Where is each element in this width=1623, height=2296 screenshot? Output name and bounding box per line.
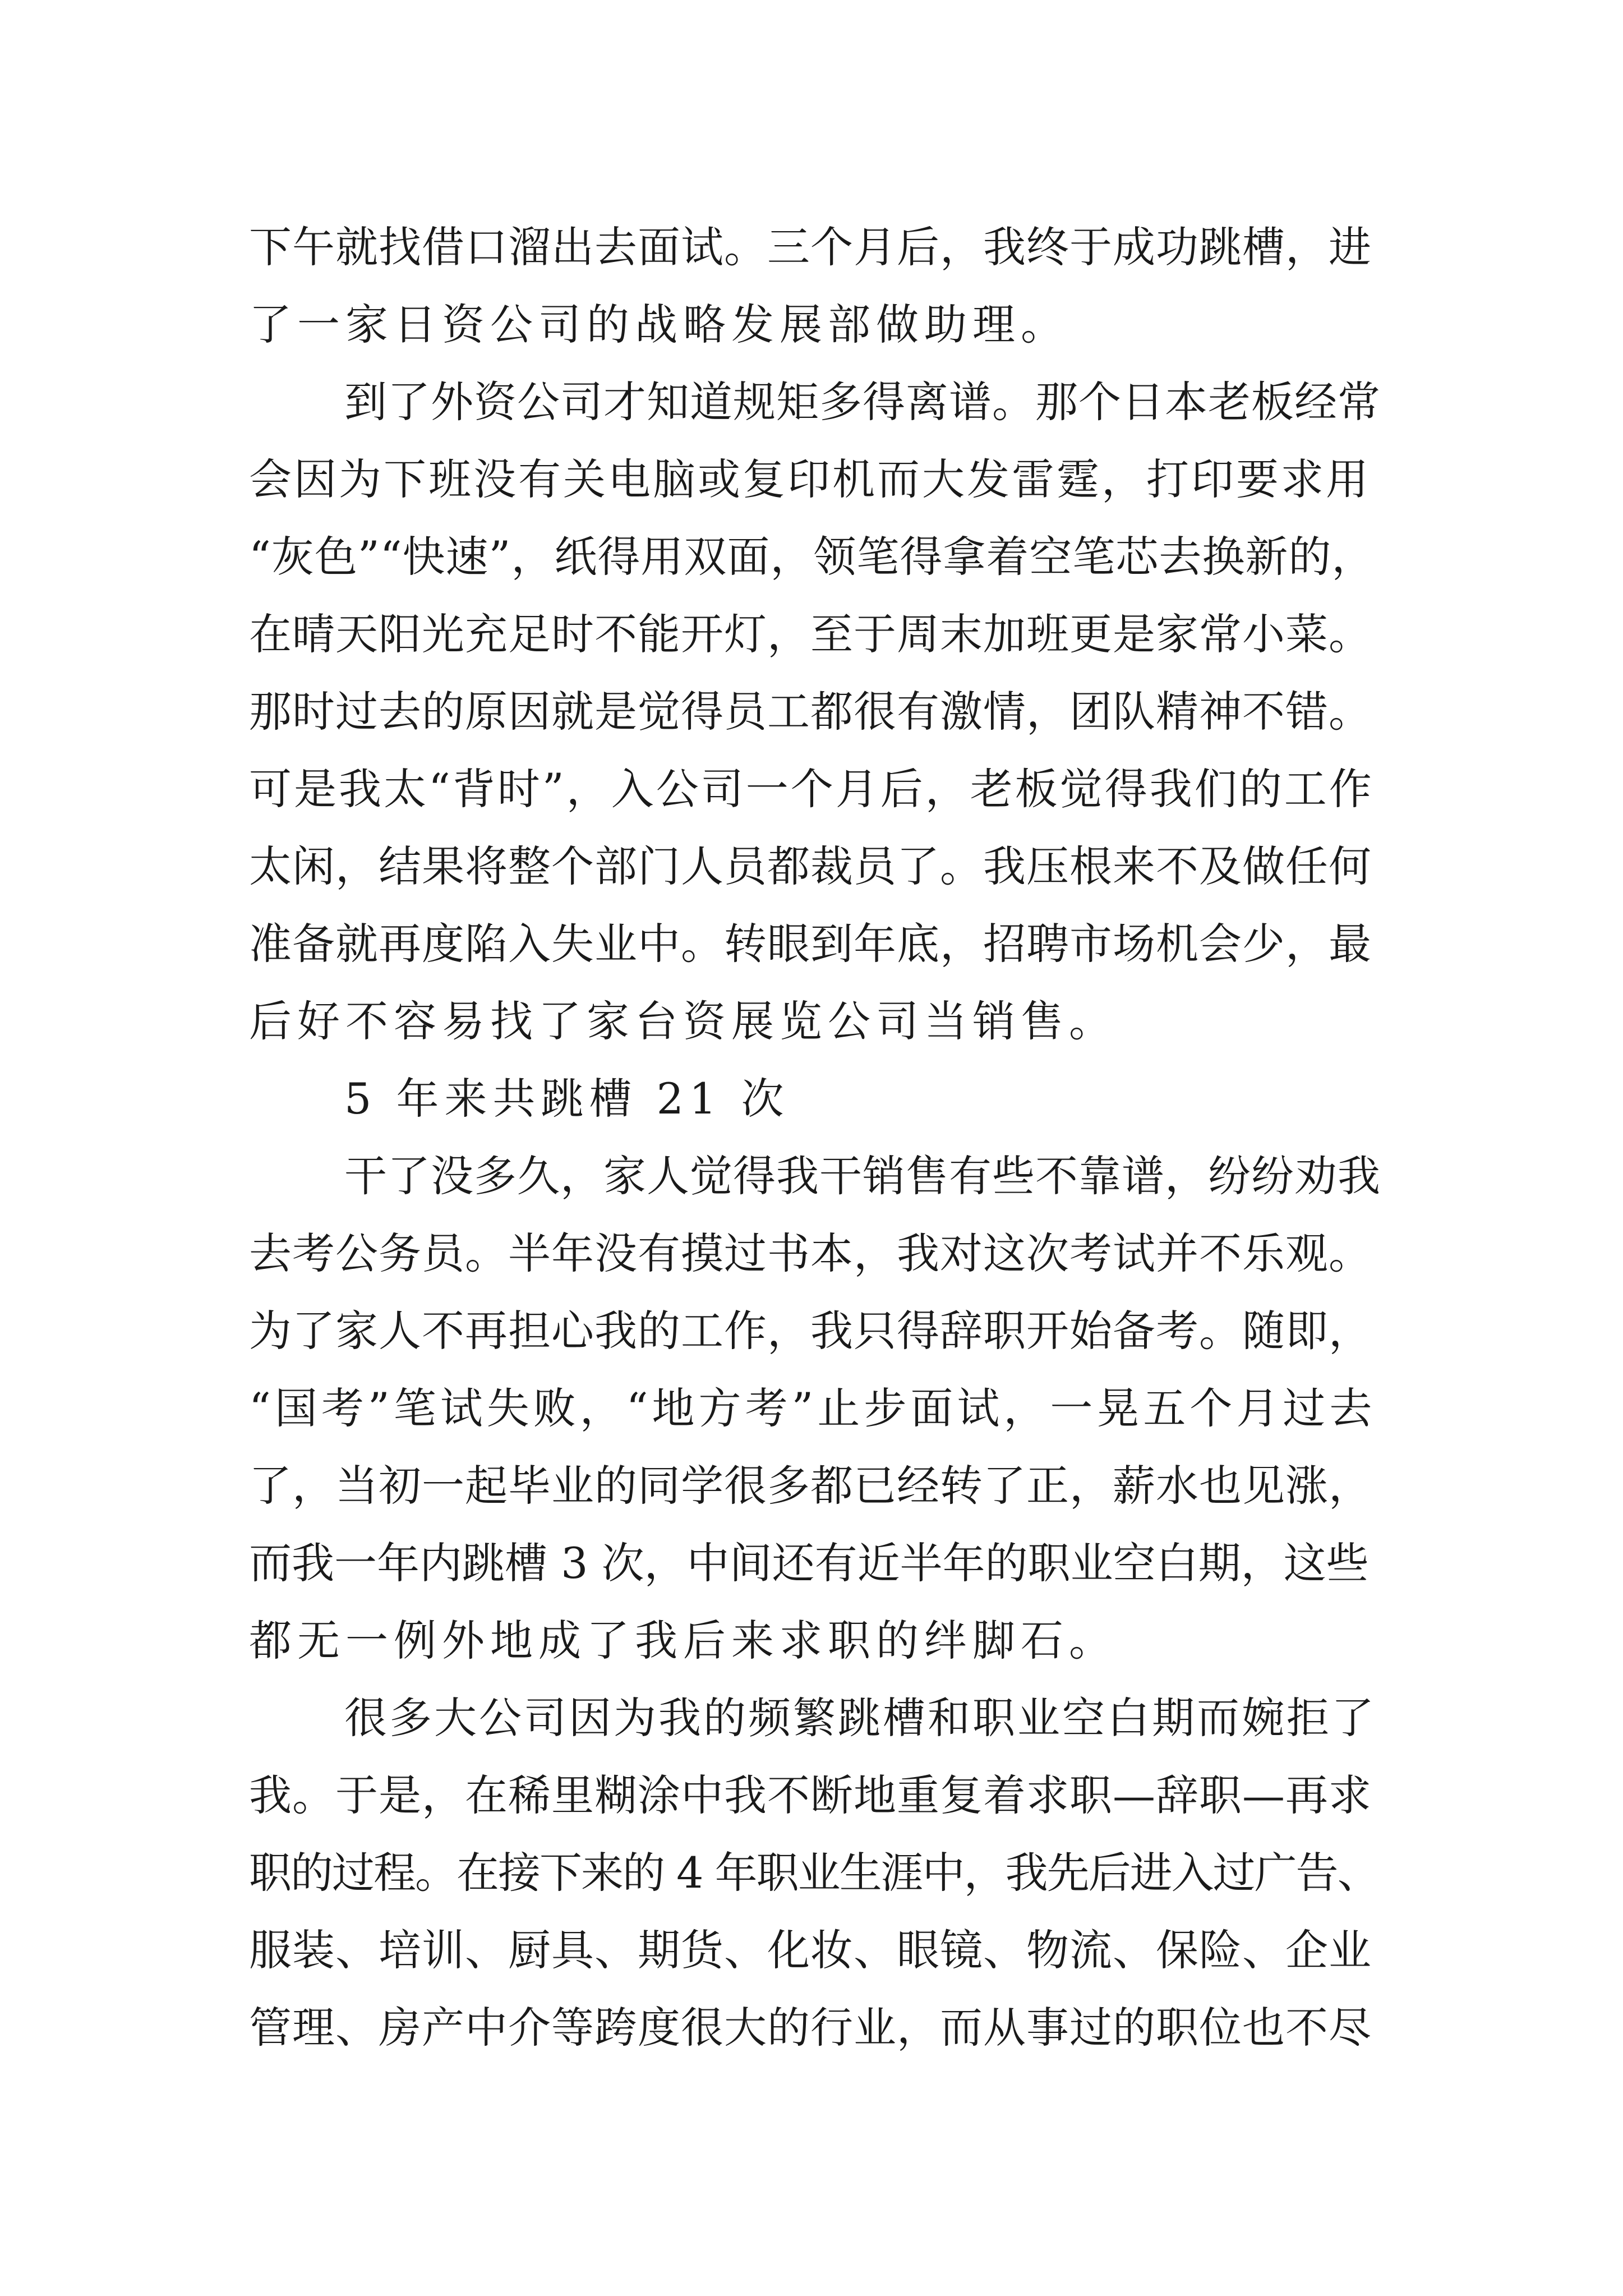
text-line: 为了家人不再担心我的工作，我只得辞职开始备考。随即， bbox=[249, 1306, 1372, 1356]
text-line: 可是我太“背时”，入公司一个月后，老板觉得我们的工作 bbox=[249, 764, 1374, 814]
text-line: 都无一例外地成了我后来求职的绊脚石。 bbox=[249, 1616, 1117, 1665]
text-line: 服装、培训、厨具、期货、化妆、眼镜、物流、保险、企业 bbox=[249, 1925, 1372, 1975]
text-line: “灰色”“快速”，纸得用双面，领笔得拿着空笔芯去换新的， bbox=[249, 532, 1375, 582]
text-line: “国考”笔试失败，“地方考”止步面试，一晃五个月过去 bbox=[249, 1383, 1376, 1433]
text-line: 在晴天阳光充足时不能开灯，至于周末加班更是家常小菜。 bbox=[249, 609, 1372, 659]
section-heading: 5 年来共跳槽 21 次 bbox=[344, 1074, 790, 1124]
text-line: 太闲，结果将整个部门人员都裁员了。我压根来不及做任何 bbox=[249, 841, 1372, 891]
text-line: 干了没多久，家人觉得我干销售有些不靠谱，纷纷劝我 bbox=[344, 1151, 1381, 1201]
body-text bbox=[249, 209, 1382, 2067]
text-line: 那时过去的原因就是觉得员工都很有激情，团队精神不错。 bbox=[249, 687, 1372, 737]
text-line: 了一家日资公司的战略发展部做助理。 bbox=[249, 300, 1069, 349]
text-line: 很多大公司因为我的频繁跳槽和职业空白期而婉拒了 bbox=[344, 1693, 1376, 1743]
text-line: 了，当初一起毕业的同学很多都已经转了正，薪水也见涨， bbox=[249, 1461, 1372, 1511]
text-line: 职的过程。在接下来的 4 年职业生涯中，我先后进入过广告、 bbox=[249, 1848, 1379, 1898]
text-line: 而我一年内跳槽 3 次，中间还有近半年的职业空白期，这些 bbox=[249, 1538, 1369, 1588]
text-line: 下午就找借口溜出去面试。三个月后，我终于成功跳槽，进 bbox=[249, 222, 1372, 272]
text-line: 管理、房产中介等跨度很大的行业，而从事过的职位也不尽 bbox=[249, 2003, 1372, 2053]
text-line: 到了外资公司才知道规矩多得离谱。那个日本老板经常 bbox=[344, 377, 1381, 427]
text-line: 准备就再度陷入失业中。转眼到年底，招聘市场机会少，最 bbox=[249, 919, 1372, 969]
text-line: 我。于是，在稀里糊涂中我不断地重复着求职—辞职—再求 bbox=[249, 1770, 1372, 1820]
text-line: 去考公务员。半年没有摸过书本，我对这次考试并不乐观。 bbox=[249, 1228, 1372, 1278]
text-line: 后好不容易找了家台资展览公司当销售。 bbox=[249, 996, 1117, 1046]
text-line: 会因为下班没有关电脑或复印机而大发雷霆，打印要求用 bbox=[249, 454, 1371, 504]
